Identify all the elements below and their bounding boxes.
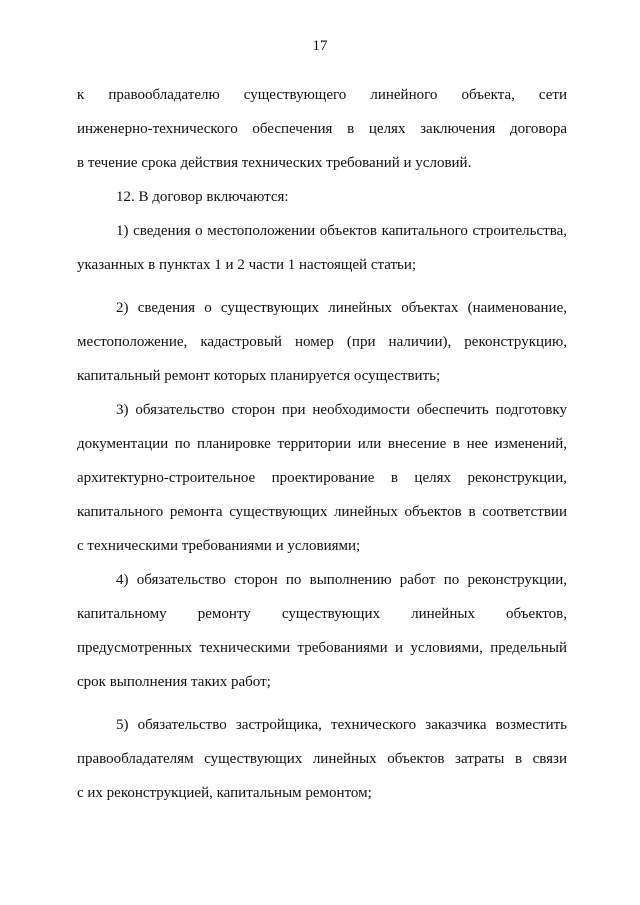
- paragraph-subitem-2: [77, 291, 567, 393]
- text-line: капитальный ремонт которых планируется осуществить;: [77, 368, 441, 384]
- text-line: 4) обязательство сторон по выполнению работ по реконструкции,: [116, 572, 567, 588]
- text-line: 2) сведения о существующих линейных объектах (наименование,: [116, 300, 567, 316]
- paragraph-subitem-1: [77, 214, 567, 282]
- text-line: срок выполнения таких работ;: [77, 674, 271, 690]
- text-line: с их реконструкцией, капитальным ремонтом;: [77, 785, 372, 801]
- text-line: инженерно-технического обеспечения в целях заключения договора: [77, 121, 567, 137]
- text-line: капитальному ремонту существующих линейных объектов,: [77, 606, 567, 622]
- text-line: указанных в пунктах 1 и 2 части 1 настоящей статьи;: [77, 257, 417, 273]
- paragraph-subitem-5: [77, 708, 567, 810]
- text-line: к правообладателю существующего линейного объекта, сети: [77, 87, 567, 103]
- paragraph-item-12: [77, 180, 567, 214]
- text-line: 5) обязательство застройщика, технического заказчика возместить: [116, 717, 567, 733]
- document-text: [77, 78, 567, 810]
- text-line: капитального ремонта существующих линейных объектов в соответствии: [77, 504, 567, 520]
- text-line: 3) обязательство сторон при необходимости обеспечить подготовку: [116, 402, 567, 418]
- text-line: предусмотренных техническими требованиями и условиями, предельный: [77, 640, 567, 656]
- text-line: 12. В договор включаются:: [116, 189, 289, 205]
- text-line: архитектурно-строительное проектирование в целях реконструкции,: [77, 470, 567, 486]
- paragraph-continuation: [77, 78, 567, 180]
- page-number: 17: [312, 38, 328, 54]
- text-line: с техническими требованиями и условиями;: [77, 538, 361, 554]
- text-line: документации по планировке территории или внесение в нее изменений,: [77, 436, 567, 452]
- text-line: 1) сведения о местоположении объектов капитального строительства,: [116, 223, 567, 239]
- paragraph-subitem-3: [77, 393, 567, 563]
- text-line: местоположение, кадастровый номер (при наличии), реконструкцию,: [77, 334, 567, 350]
- text-line: в течение срока действия технических требований и условий.: [77, 155, 472, 171]
- paragraph-subitem-4: [77, 563, 567, 699]
- text-line: правообладателям существующих линейных объектов затраты в связи: [77, 751, 567, 767]
